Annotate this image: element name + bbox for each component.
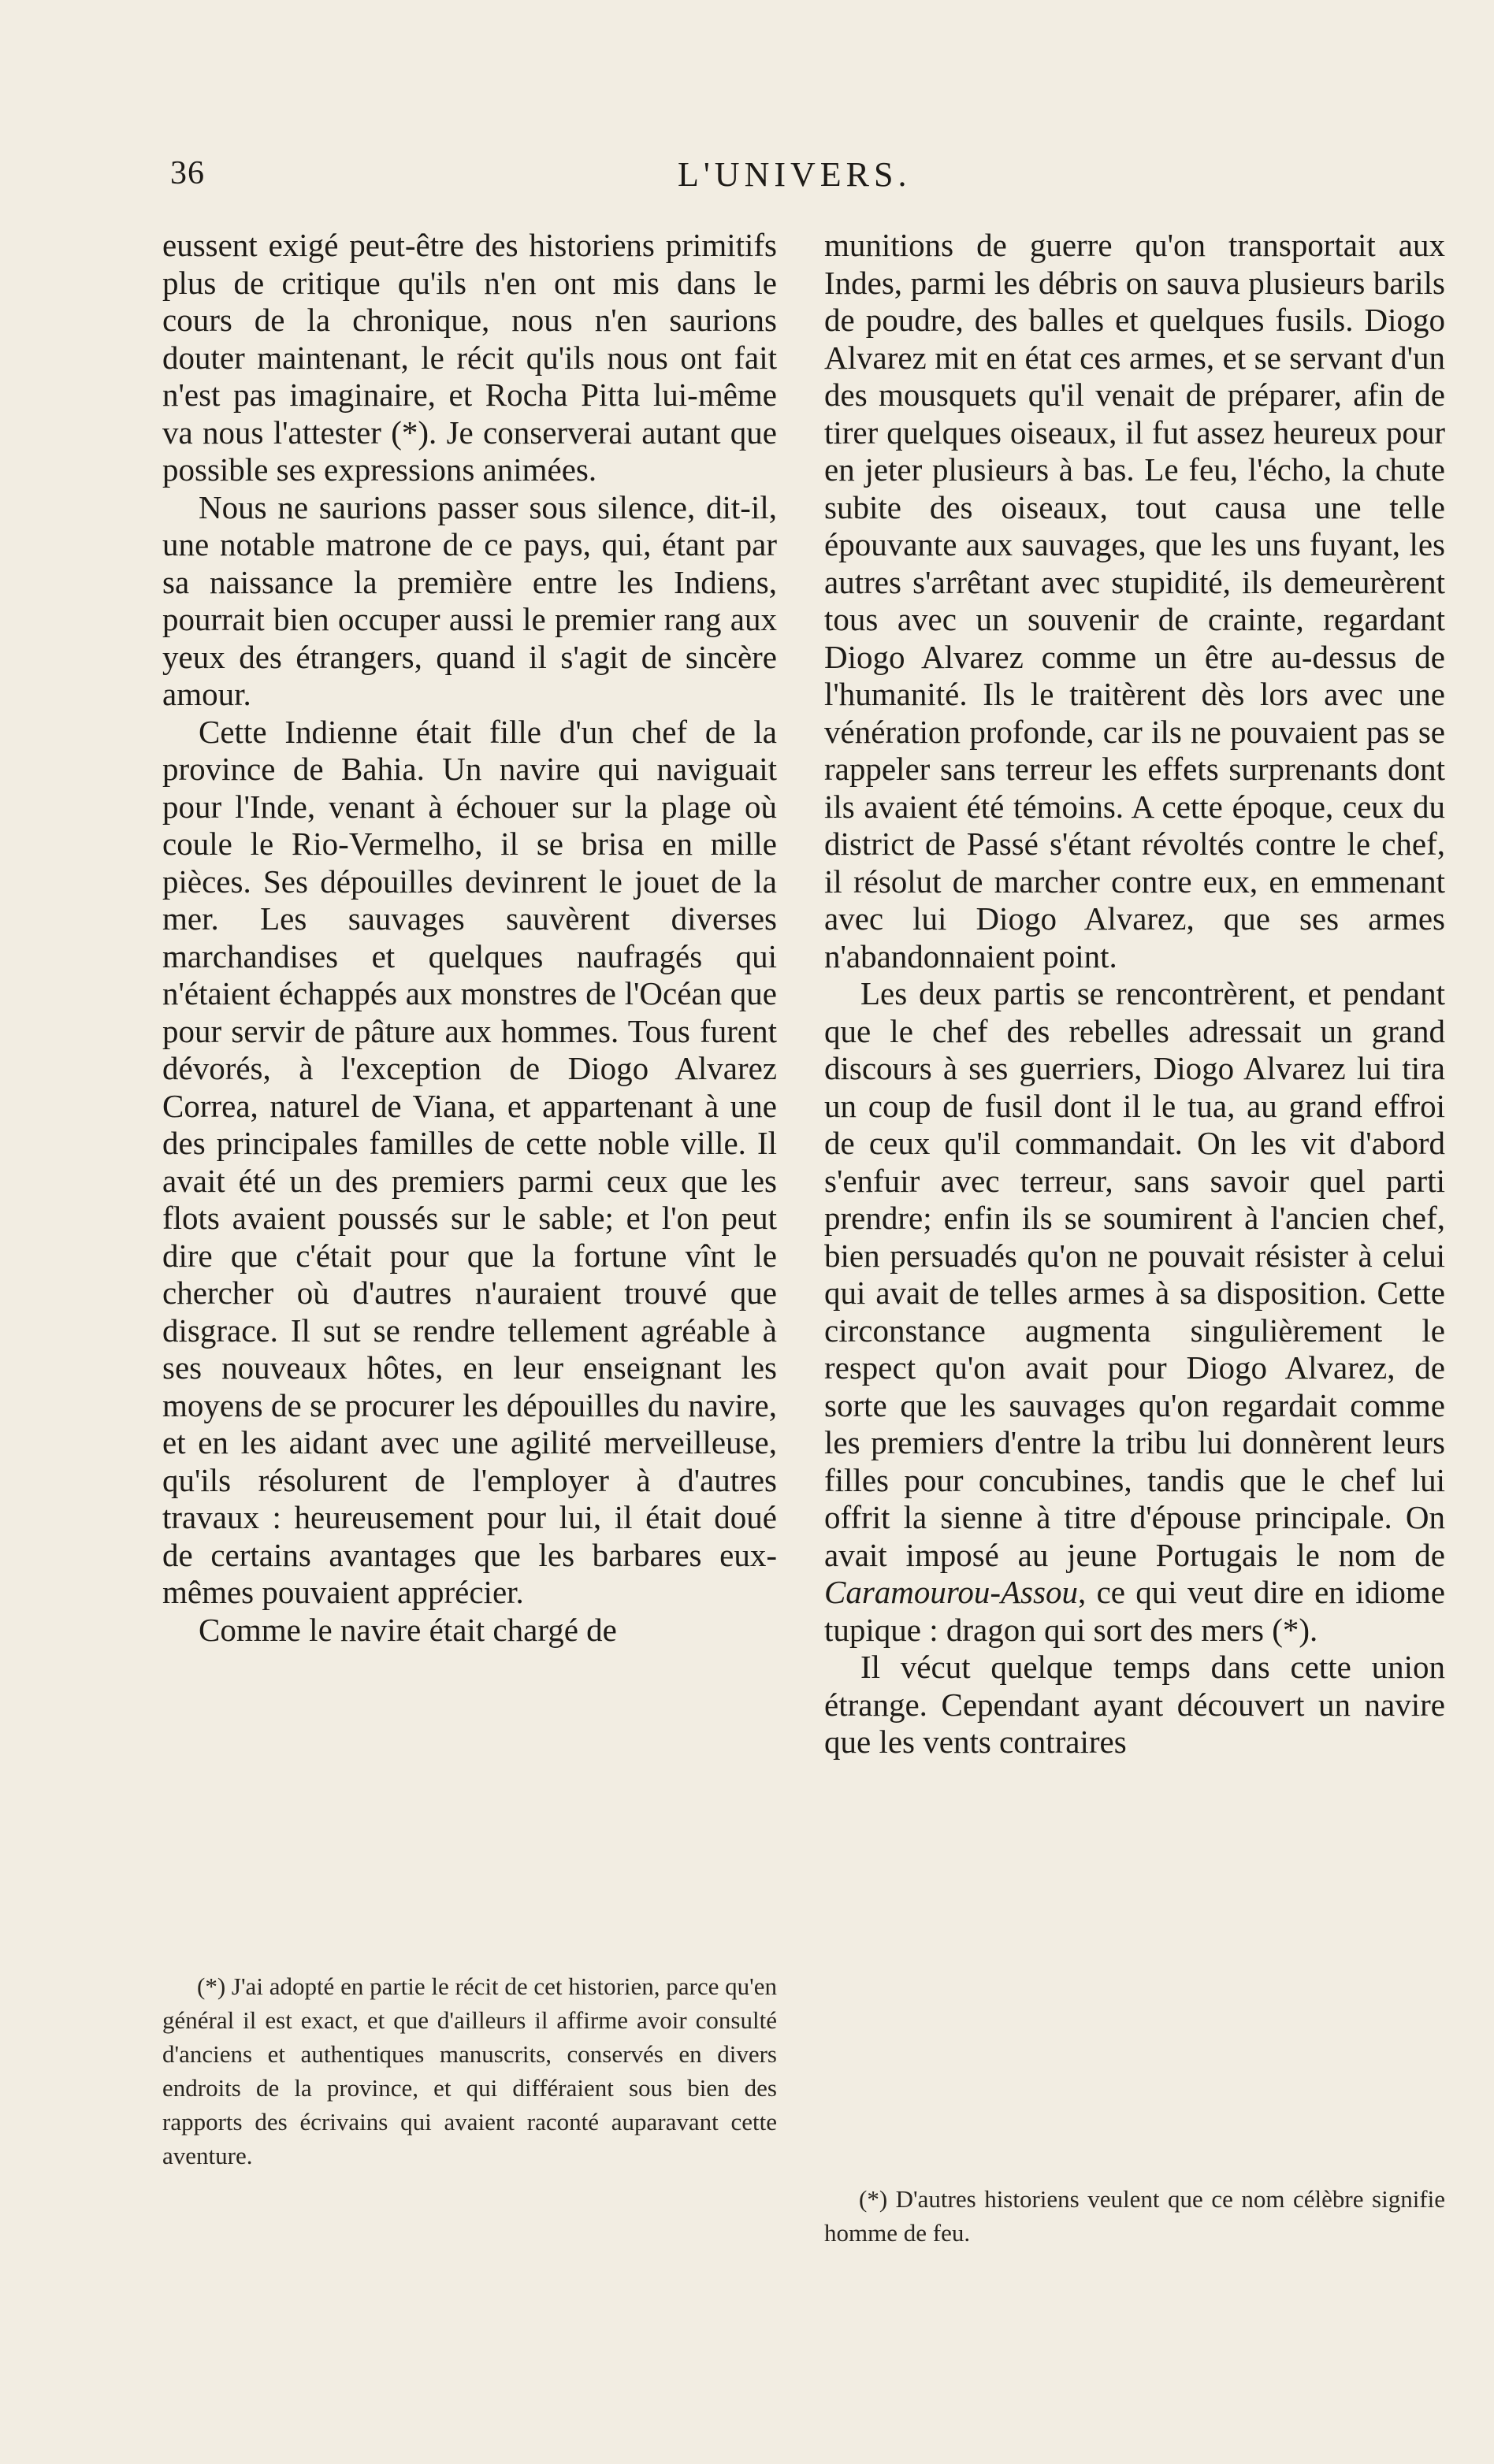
left-paragraph-2: Nous ne saurions passer sous silence, dit-il, une notable matrone de ce pays, qui, étant par sa naissance la première entre les Indiens, pourrait bien occuper aussi le premier rang aux yeux des étrangers, quand il s'agit de sincère amour.: [162, 488, 777, 712]
right-footnote: [824, 2182, 1445, 2250]
right-paragraph-3: Il vécut quelque temps dans cette union étrange. Cependant ayant découvert un navire que les vents contraires: [824, 1649, 1445, 1760]
right-paragraph-2-text: Les deux partis se rencontrèrent, et pendant que le chef des rebelles adressait un grand discours à ses guerriers, Diogo Alvarez lui tira un coup de fusil dont il le tua, au grand effroi de ceux qu'il commandait. On les vit d'abord s'enfuir avec terreur, sans savoir quel parti prendre; enfin ils se soumirent à l'ancien chef, bien persuadés qu'on ne pouvait résister à celui qui avait de telles armes à sa disposition. Cette circonstance augmenta singulièrement le respect qu'on avait pour Diogo Alvarez, de sorte que les sauvages qu'on regardait comme les premiers d'entre la tribu lui donnèrent leurs filles pour concubines, tandis que le chef lui offrit la sienne à titre d'épouse principale. On avait imposé au jeune Portugais le nom de: [824, 975, 1445, 1573]
right-paragraph-1: munitions de guerre qu'on transportait aux Indes, parmi les débris on sauva plusieurs barils de poudre, des balles et quelques fusils. Diogo Alvarez mit en état ces armes, et se servant d'un des mousquets qu'il venait de préparer, afin de tirer quelques oiseaux, il fut assez heureux pour en jeter plusieurs à bas. Le feu, l'écho, la chute subite des oiseaux, tout causa une telle épouvante aux sauvages, que les uns fuyant, les autres s'arrêtant avec stupidité, ils demeurèrent tous avec un souvenir de crainte, regardant Diogo Alvarez comme un être au-dessus de l'humanité. Ils le traitèrent dès lors avec une vénération profonde, car ils ne pouvaient pas se rappeler sans terreur les effets surprenants dont ils avaient été témoins. A cette époque, ceux du district de Passé s'étant révoltés contre le chef, il résolut de marcher contre eux, en emmenant avec lui Diogo Alvarez, que ses armes n'abandonnaient point.: [824, 227, 1445, 974]
caramourou-name: Caramourou-Assou: [824, 1574, 1078, 1610]
left-footnote-text: (*) J'ai adopté en partie le récit de cet historien, parce qu'en général il est exact, et que d'ailleurs il affirme avoir consulté d'anciens et authentiques manuscrits, conservés en divers endroits de la province, et qui différaient sous bien des rapports des écrivains qui avaient raconté auparavant cette aventure.: [162, 1972, 777, 2169]
right-paragraph-2-end: , ce qui veut dire en idiome tupique : dragon qui sort des mers (*).: [824, 1574, 1445, 1648]
right-paragraph-2: [824, 975, 1445, 1649]
left-paragraph-1: eussent exigé peut-être des historiens primitifs plus de critique qu'ils n'en ont mis dans le cours de la chronique, nous n'en saurions douter maintenant, le récit qu'ils nous ont fait n'est pas imaginaire, et Rocha Pitta lui-même va nous l'attester (*). Je conserverai autant que possible ses expressions animées.: [162, 227, 777, 488]
right-footnote-text: (*) D'autres historiens veulent que ce nom célèbre signifie homme de feu.: [824, 2185, 1445, 2247]
left-footnote: [162, 1969, 777, 2173]
left-paragraph-3: Cette Indienne était fille d'un chef de la province de Bahia. Un navire qui naviguait pour l'Inde, venant à échouer sur la plage où coule le Rio-Vermelho, il se brisa en mille pièces. Ses dépouilles devinrent le jouet de la mer. Les sauvages sauvèrent diverses marchandises et quelques naufragés qui n'étaient échappés aux monstres de l'Océan que pour servir de pâture aux hommes. Tous furent dévorés, à l'exception de Diogo Alvarez Correa, naturel de Viana, et appartenant à une des principales familles de cette noble ville. Il avait été un des premiers parmi ceux que les flots avaient poussés sur le sable; et l'on peut dire que c'était pour que la fortune vînt le chercher où d'autres n'auraient trouvé que disgrace. Il sut se rendre tellement agréable à ses nouveaux hôtes, en leur enseignant les moyens de se procurer les dépouilles du navire, et en les aidant avec une agilité merveilleuse, qu'ils résolurent de l'employer à d'autres travaux : heureusement pour lui, il était doué de certains avantages que les barbares eux-mêmes pouvaient apprécier.: [162, 713, 777, 1610]
right-column: [824, 227, 1445, 1761]
running-title: L'UNIVERS.: [678, 155, 912, 194]
left-column: [162, 227, 777, 1649]
left-paragraph-4: Comme le navire était chargé de: [199, 1611, 617, 1648]
page-number: 36: [170, 155, 205, 191]
